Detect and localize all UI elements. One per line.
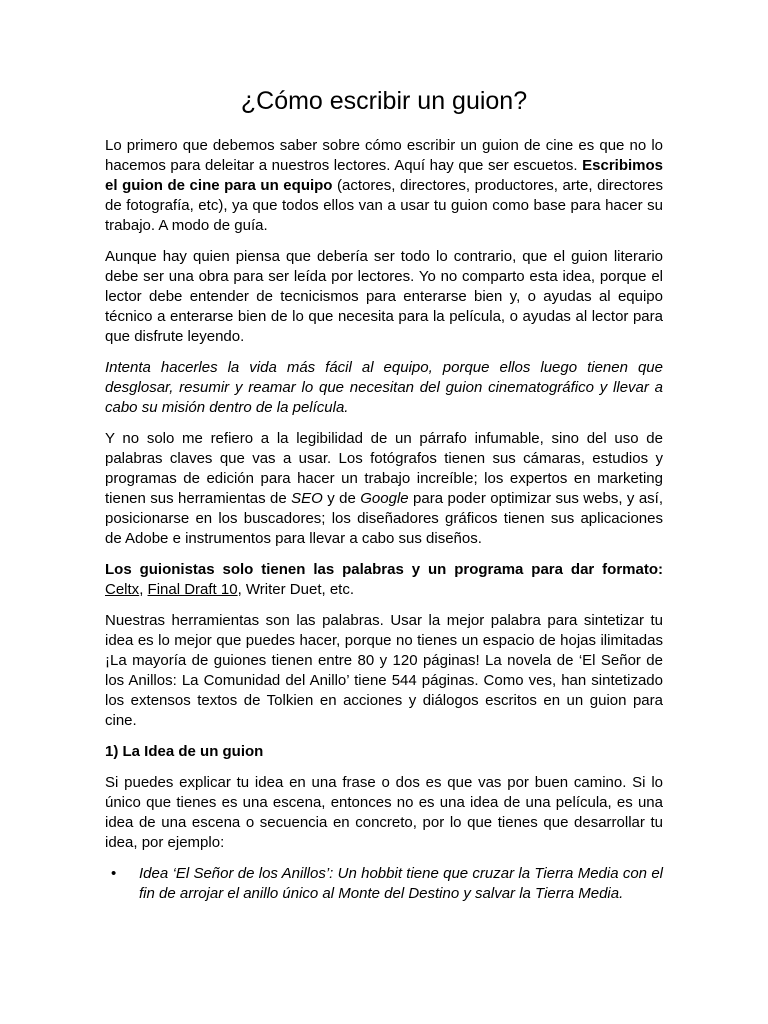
bullet-icon: • bbox=[111, 865, 117, 882]
document-title: ¿Cómo escribir un guion? bbox=[240, 87, 528, 115]
section-heading bbox=[105, 742, 663, 762]
document-body bbox=[105, 136, 663, 904]
text-run: , bbox=[139, 581, 148, 598]
text-run: para poder optimizar sus webs, y así, posicionarse en los buscadores; los diseñadores gráficos tienen sus aplicaciones de Adobe e instrumentos para llevar a cabo sus diseños. bbox=[105, 490, 664, 547]
paragraph bbox=[105, 560, 663, 600]
text-link[interactable]: Final Draft 10 bbox=[147, 581, 238, 598]
paragraph bbox=[105, 358, 663, 418]
text-run: Y no solo me refiero a la legibilidad de un párrafo infumable, sino del uso de palabras claves que vas a usar. Los fotógrafos tienen sus cámaras, estudios y programas de edición para hacer un trabajo increíble; los expertos en marketing tienen sus herramientas de bbox=[105, 430, 663, 507]
paragraph bbox=[105, 247, 663, 347]
text-run: y de bbox=[322, 490, 361, 507]
text-run: Escribimos el guion de cine para un equipo bbox=[105, 157, 663, 194]
text-run: Idea ‘El Señor de los Anillos’: Un hobbit tiene que cruzar la Tierra Media con el fin de arrojar el anillo único al Monte del Destino y salvar la Tierra Media. bbox=[139, 865, 663, 902]
paragraph bbox=[105, 429, 663, 549]
text-run: (actores, directores, productores, arte, directores de fotografía, etc), ya que todos ellos van a usar tu guion como base para hacer su trabajo. A modo de guía. bbox=[105, 177, 663, 234]
text-run: Aunque hay quien piensa que debería ser todo lo contrario, que el guion literario debe ser una obra para ser leída por lectores. Yo no comparto esta idea, porque el lector debe entender de tecnicismos para enterarse bien y, o ayudas al equipo técnico a enterarse bien de lo que necesita para la película, o ayudas al lector para que disfrute leyendo. bbox=[105, 248, 663, 345]
text-run: 1) La Idea de un guion bbox=[105, 743, 264, 760]
text-run: SEO bbox=[291, 490, 323, 507]
bullet-text bbox=[139, 864, 663, 904]
text-run: Lo primero que debemos saber sobre cómo escribir un guion de cine es que no lo hacemos para deleitar a nuestros lectores. Aquí hay que ser escuetos. bbox=[105, 137, 663, 174]
text-run: Si puedes explicar tu idea en una frase o dos es que vas por buen camino. Si lo único que tienes es una escena, entonces no es una idea de una película, es una idea de una escena o secuencia en concreto, por lo que tienes que desarrollar tu idea, por ejemplo: bbox=[105, 774, 663, 851]
text-run: Los guionistas solo tienen las palabras y un programa para dar formato: bbox=[105, 561, 663, 578]
paragraph bbox=[105, 136, 663, 236]
text-run: Nuestras herramientas son las palabras. Usar la mejor palabra para sintetizar tu idea es lo mejor que puedes hacer, porque no tienes un espacio de hojas ilimitadas ¡La mayoría de guiones tienen entre 80 y 120 páginas! La novela de ‘El Señor de los Anillos: La Comunidad del Anillo’ tiene 544 páginas. Como ves, han sintetizado los extensos textos de Tolkien en acciones y diálogos escritos en un guion para cine. bbox=[105, 612, 663, 729]
text-run: Intenta hacerles la vida más fácil al equipo, porque ellos luego tienen que desglosar, resumir y reamar lo que necesitan del guion cinematográfico y llevar a cabo su misión dentro de la película. bbox=[105, 359, 663, 416]
text-link[interactable]: Celtx bbox=[105, 581, 140, 598]
paragraph bbox=[105, 773, 663, 853]
bullet-item bbox=[105, 864, 663, 904]
text-run: , Writer Duet, etc. bbox=[237, 581, 354, 598]
text-run: Google bbox=[360, 490, 409, 507]
paragraph bbox=[105, 611, 663, 731]
